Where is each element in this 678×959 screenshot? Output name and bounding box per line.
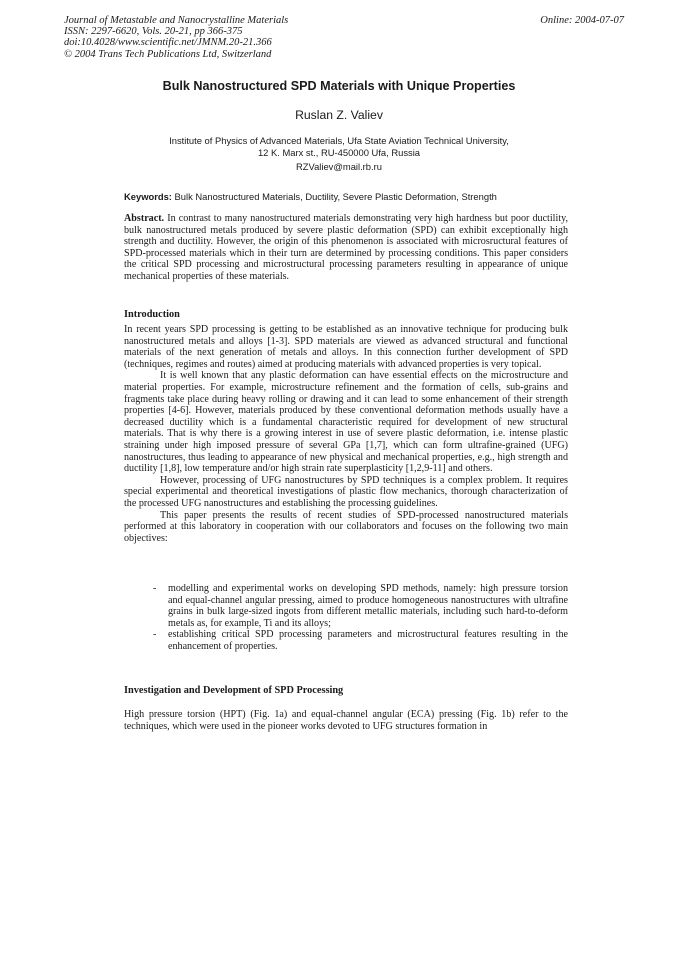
journal-name: Journal of Metastable and Nanocrystalline Materials (64, 15, 289, 26)
introduction-body (124, 324, 568, 544)
list-item (124, 583, 568, 629)
paragraph: In recent years SPD processing is getting to be established as an innovative technique for producing bulk nanostructured metals and alloys [1-3]. SPD materials are viewed as advanced structural and functional materials of the next generation of metals and alloys. In this connection further development of SPD (techniques, regimes and routes) aimed at producing materials with advanced properties is very topical. (124, 324, 568, 370)
affiliation-line-2: 12 K. Marx st., RU-450000 Ufa, Russia (257, 146, 421, 158)
author-name: Ruslan Z. Valiev (295, 108, 383, 122)
paragraph: It is well known that any plastic deformation can have essential effects on the microstructure and material properties. For example, microstructure refinement and the formation of cells, sub-grains and fragments take place during heavy rolling or drawing and it can lead to some enhancement of their strength properties [4-6]. However, materials produced by these conventional deformation methods usually have a decreased ductility which is a fundamental characteristic required for development of new structural materials. That is why there is a growing interest in use of severe plastic deformation, i.e. intense plastic straining under high imposed pressure of several GPa [1,7], which can form ultrafine-grained (UFG) nanostructures, thus leading to appearance of new physical and mechanical properties, e.g., high strength and ductility [1,8], low temperature and/or high strain rate superplasticity [1,2,9-11] and others. (124, 370, 568, 475)
section-heading-investigation: Investigation and Development of SPD Processing (124, 685, 344, 696)
journal-header (64, 15, 624, 60)
online-date: Online: 2004-07-07 (540, 15, 624, 26)
investigation-body: High pressure torsion (HPT) (Fig. 1a) and equal-channel angular (ECA) pressing (Fig. 1b) refer to the techniques, which were used in the pioneer works devoted to UFG structures formation in (124, 709, 568, 732)
list-marker: - (153, 583, 157, 594)
abstract (124, 213, 568, 283)
affiliation (0, 135, 678, 158)
author-email: RZValiev@mail.rb.ru (296, 161, 382, 172)
copyright-line: © 2004 Trans Tech Publications Ltd, Switzerland (64, 48, 272, 60)
keywords-label: Keywords: (124, 191, 172, 202)
list-item-text: modelling and experimental works on developing SPD methods, namely: high pressure torsion and equal-channel angular pressing, aimed to produce homogeneous nanostructures with ultrafine grains in bulk large-sized ingots from different metallic materials, including such hard-to-deform metals as, for example, Ti and its alloys; (168, 583, 568, 629)
doi-line: doi:10.4028/www.scientific.net/JMNM.20-21.366 (64, 37, 272, 49)
list-marker: - (153, 629, 157, 641)
abstract-label: Abstract. (124, 213, 165, 224)
list-item (124, 629, 568, 652)
abstract-text: In contrast to many nanostructured materials demonstrating very high hardness but poor ductility, bulk nanostructured metals produced by severe plastic deformation (SPD) can exhibit exceptionally high strength and ductility. However, the origin of this phenomenon is associated with microsructural features of SPD-processed materials which in their turn are determined by processing conditions. This paper considers the critical SPD processing and microstructural processing parameters resulting in appearance of unique mechanical properties of these materials. (124, 213, 568, 282)
paragraph: However, processing of UFG nanostructures by SPD techniques is a complex problem. It requires special experimental and theoretical investigations of plastic flow mechanics, thorough characterization of the processed UFG nanostructures and establishing the processing guidelines. (124, 474, 568, 509)
objectives-list (124, 583, 568, 653)
keywords-text: Bulk Nanostructured Materials, Ductility, Severe Plastic Deformation, Strength (171, 191, 497, 202)
section-heading-introduction: Introduction (124, 309, 180, 320)
paper-title: Bulk Nanostructured SPD Materials with Unique Properties (162, 79, 516, 93)
issn-line: ISSN: 2297-6620, Vols. 20-21, pp 366-375 (64, 26, 243, 38)
paragraph: This paper presents the results of recent studies of SPD-processed nanostructured materials performed at this laboratory in cooperation with our collaborators and focuses on the following two main objectives: (124, 509, 568, 544)
keywords (124, 191, 564, 202)
list-item-text: establishing critical SPD processing parameters and microstructural features resulting in the enhancement of properties. (168, 629, 568, 652)
affiliation-line-1: Institute of Physics of Advanced Materials, Ufa State Aviation Technical University, (169, 135, 509, 146)
